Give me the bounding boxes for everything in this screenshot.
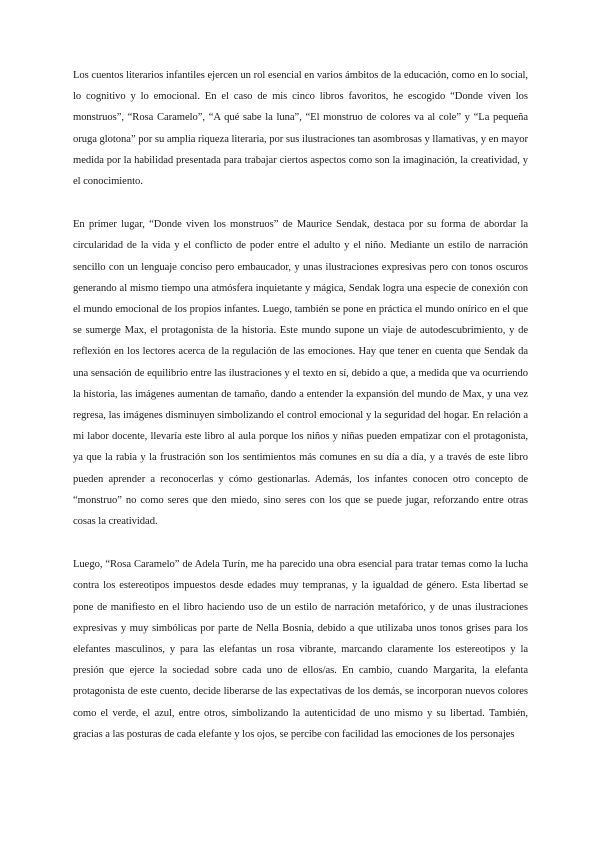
paragraph-introduction: Los cuentos literarios infantiles ejercen un rol esencial en varios ámbitos de la educación, como en lo social, lo cognitivo y lo emocional. En el caso de mis cinco libros favoritos, he escogido “Donde viven los monstruos”, “Rosa Caramelo”, “A qué sabe la luna”, “El monstruo de colores va al cole” y “La pequeña oruga glotona” por su amplia riqueza literaria, por sus ilustraciones tan asombrosas y llamativas, y en mayor medida por la habilidad presentada para trabajar ciertos aspectos como son la imaginación, la creatividad, y el conocimiento. bbox=[73, 70, 528, 188]
paragraph-rosa-caramelo: Luego, “Rosa Caramelo” de Adela Turín, me ha parecido una obra esencial para tratar temas como la lucha contra los estereotipos impuestos desde edades muy tempranas, y la igualdad de género. Esta libertad se pone de manifiesto en el libro haciendo uso de un estilo de narración metafórico, y de unas ilustraciones expresivas y muy simbólicas por parte de Nella Bosnia, debido a que utilizaba unos tonos grises para los elefantes masculinos, y para las elefantas un rosa vibrante, marcando claramente los estereotipos y la presión que ejerce la sociedad sobre cada uno de ellos/as. En cambio, cuando Margarita, la elefanta protagonista de este cuento, decide liberarse de las expectativas de los demás, se incorporan nuevos colores como el verde, el azul, entre otros, simbolizando la autenticidad de uno mismo y su libertad. También, gracias a las posturas de cada elefante y los ojos, se percibe con facilidad las emociones de los personajes bbox=[73, 559, 528, 740]
paragraph-donde-viven-los-monstruos: En primer lugar, “Donde viven los monstruos” de Maurice Sendak, destaca por su forma de abordar la circularidad de la vida y el conflicto de poder entre el adulto y el niño. Mediante un estilo de narración sencillo con un lenguaje conciso pero embaucador, y unas ilustraciones expresivas pero con tonos oscuros generando al mismo tiempo una atmósfera inquietante y mágica, Sendak logra una especie de conexión con el mundo emocional de los propios infantes. Luego, también se pone en práctica el mundo onírico en el que se sumerge Max, el protagonista de la historia. Este mundo supone un viaje de autodescubrimiento, y de reflexión en los lectores acerca de la regulación de las emociones. Hay que tener en cuenta que Sendak da una sensación de equilibrio entre las ilustraciones y el texto en sí, debido a que, a medida que va ocurriendo la historia, las imágenes aumentan de tamaño, dando a entender la expansión del mundo de Max, y una vez regresa, las imágenes disminuyen simbolizando el control emocional y la seguridad del hogar. En relación a mi labor docente, llevaría este libro al aula porque los niños y niñas pueden empatizar con el protagonista, ya que la rabia y la frustración son los sentimientos más comunes en su día a día, y a través de este libro pueden aprender a reconocerlas y cómo gestionarlas. Además, los infantes conocen otro concepto de “monstruo” no como seres que den miedo, sino seres con los que se puede jugar, reforzando entre otras cosas la creatividad. bbox=[73, 219, 528, 528]
document-body bbox=[73, 65, 528, 767]
